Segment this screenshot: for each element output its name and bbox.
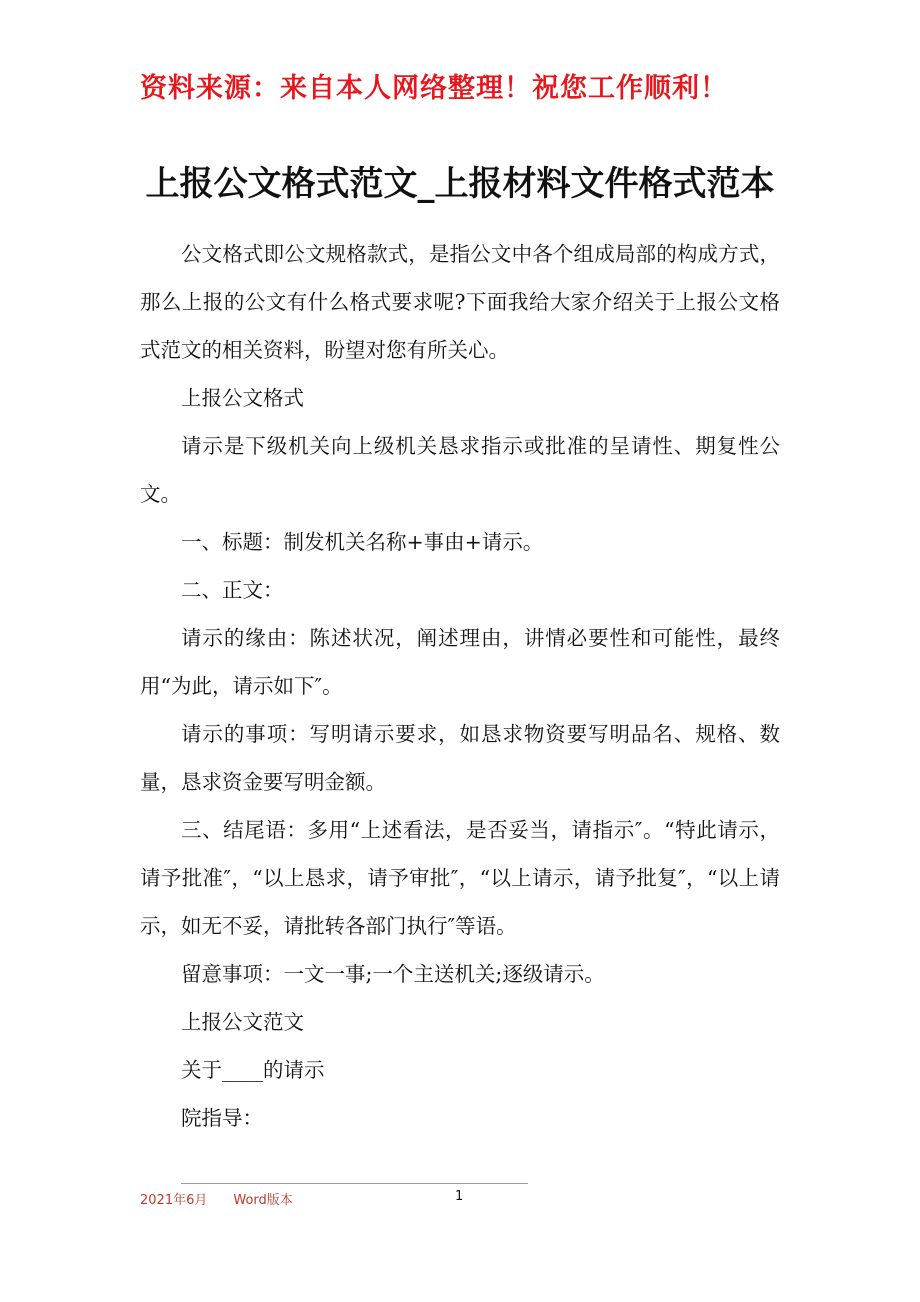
document-title: 上报公文格式范文_上报材料文件格式范本 bbox=[145, 164, 775, 204]
paragraph-reason: 请示的缘由：陈述状况，阐述理由，讲情必要性和可能性，最终用“为此，请示如下″。 bbox=[140, 626, 780, 698]
paragraph-items: 请示的事项：写明请示要求，如恳求物资要写明品名、规格、数量，恳求资金要写明金额。 bbox=[140, 722, 780, 794]
footer-meta bbox=[140, 1189, 293, 1208]
paragraph-title-rule: 一、标题：制发机关名称+事由+请示。 bbox=[181, 530, 544, 554]
paragraph-notes: 留意事项：一文一事;一个主送机关;逐级请示。 bbox=[181, 962, 605, 986]
paragraph-closing: 三、结尾语：多用“上述看法，是否妥当，请指示″。“特此请示，请予批准″，“以上恳求，请予审批″，“以上请示，请予批复″，“以上请示，如无不妥，请批转各部门执行″等语。 bbox=[140, 818, 780, 938]
document-body bbox=[140, 230, 780, 1142]
source-banner: 资料来源：来自本人网络整理！祝您工作顺利！ bbox=[140, 73, 728, 104]
footer-version: Word版本 bbox=[233, 1193, 293, 1208]
paragraph-heading-sample: 上报公文范文 bbox=[181, 1010, 304, 1034]
paragraph-intro: 公文格式即公文规格款式，是指公文中各个组成局部的构成方式，那么上报的公文有什么格式要求呢?下面我给大家介绍关于上报公文格式范文的相关资料，盼望对您有所关心。 bbox=[140, 242, 780, 362]
footer-date: 2021年6月 bbox=[140, 1193, 208, 1208]
paragraph-body-heading: 二、正文： bbox=[181, 578, 284, 602]
footer-divider bbox=[181, 1183, 528, 1184]
paragraph-heading-format: 上报公文格式 bbox=[181, 386, 304, 410]
footer-page-number: 1 bbox=[455, 1189, 464, 1204]
paragraph-definition: 请示是下级机关向上级机关恳求指示或批准的呈请性、期复性公文。 bbox=[140, 434, 780, 506]
paragraph-salutation: 院指导： bbox=[181, 1106, 263, 1130]
paragraph-sample-title: 关于____的请示 bbox=[181, 1058, 325, 1082]
